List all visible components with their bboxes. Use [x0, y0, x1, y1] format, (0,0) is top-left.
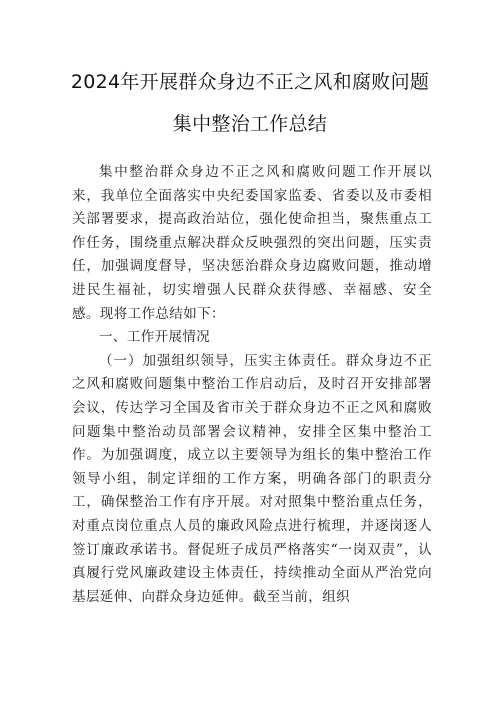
section-heading: 一、工作开展情况 [99, 329, 211, 346]
paragraph-organizational-leadership: （一）加强组织领导，压实主体责任。群众身边不正之风和腐败问题集中整治工作启动后，及时召开安排部署会议，传达学习全国及省市关于群众身边不正之风和腐败问题集中整治动员部署会议精神，安排全区集中整治工作。为加强调度，成立以主要领导为组长的集中整治工作领导小组，制定详细的工作方案，明确各部门的职责分工，确保整治工作有序开展。对对照集中整治重点任务，对重点岗位重点人员的廉政风险点进行梳理，并逐岗逐人签订廉政承诺书。督促班子成员严格落实“一岗双责”，认真履行党风廉政建设主体责任，持续推动全面从严治党向基层延伸、向群众身边延伸。截至当前，组织 [72, 352, 432, 605]
document-title-line-2: 集中整治工作总结 [172, 113, 328, 135]
document-title-line-1: 2024年开展群众身边不正之风和腐败问题 [70, 71, 430, 93]
intro-paragraph: 集中整治群众身边不正之风和腐败问题工作开展以来，我单位全面落实中央纪委国家监委、省委以及市委相关部署要求，提高政治站位，强化使命担当，聚焦重点工作任务，围绕重点解决群众反映强烈的突出问题，压实责任，加强调度督导，坚决惩治群众身边腐败问题，推动增进民生福祉，切实增强人民群众获得感、幸福感、安全感。现将工作总结如下： [72, 164, 432, 322]
document-body [72, 161, 432, 609]
